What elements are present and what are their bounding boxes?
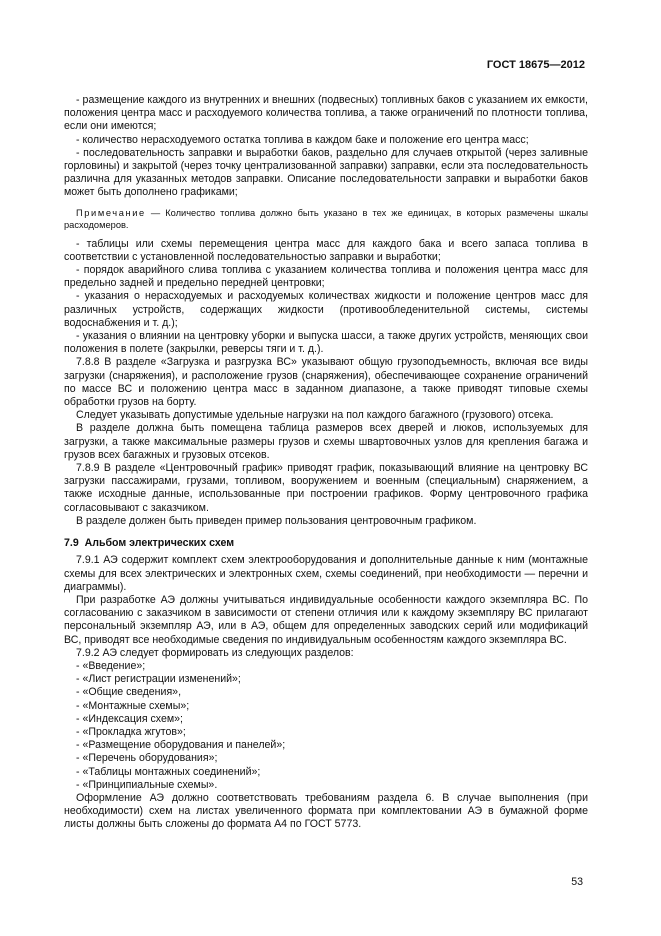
section-number: 7.9 xyxy=(64,537,79,550)
list-item: - «Прокладка жгутов»; xyxy=(76,725,186,738)
note-text: — Количество топлива должно быть указано в тех же единицах, в которых размечены шкалы расходомеров. xyxy=(64,207,588,231)
list-item: - «Индексация схем»; xyxy=(76,712,183,725)
paragraph: - порядок аварийного слива топлива с указанием количества топлива и положения центра масс для предельно задней и предельно передней центровки; xyxy=(64,264,588,290)
list-item: - «Размещение оборудования и панелей»; xyxy=(76,739,286,752)
paragraph: - указания о нерасходуемых и расходуемых количествах жидкости и положение центров масс для различных устройств, содержащих жидкости (противообледенительной системы, системы водоснабжения и т. д.); xyxy=(64,290,588,329)
page-number: 53 xyxy=(571,876,583,888)
paragraph: 7.9.2 АЭ следует формировать из следующих разделов: xyxy=(76,646,354,659)
paragraph: 7.9.1 АЭ содержит комплект схем электрооборудования и дополнительные данные к ним (монтажные схемы для всех электрических и электронных схем, схемы соединений, при необходимости — перечни и диаграммы). xyxy=(64,554,588,593)
note xyxy=(64,207,588,232)
section-heading xyxy=(64,537,588,550)
paragraph: - размещение каждого из внутренних и внешних (подвесных) топливных баков с указанием их емкости, положения центра масс и расходуемого количества топлива, а также ограничений по плотности топлива, если они имеются; xyxy=(64,94,588,133)
paragraph: - указания о влиянии на центровку уборки и выпуска шасси, а также других устройств, меняющих свои положения в полете (закрылки, реверсы тяги и т. д.). xyxy=(64,330,588,356)
list-item: - «Лист регистрации изменений»; xyxy=(76,673,241,686)
paragraph: Оформление АЭ должно соответствовать требованиям раздела 6. В случае выполнения (при необходимости) схем на листах увеличенного формата при комплектовании АЭ в бумажной форме листы должны быть сложены до формата А4 по ГОСТ 5773. xyxy=(64,791,588,831)
page-body xyxy=(64,94,588,832)
document-code: ГОСТ 18675—2012 xyxy=(486,59,585,71)
paragraph: Следует указывать допустимые удельные нагрузки на пол каждого багажного (грузового) отсека. xyxy=(76,409,554,422)
list-item: - «Общие сведения», xyxy=(76,686,182,699)
paragraph: 7.8.8 В разделе «Загрузка и разгрузка ВС» указывают общую грузоподъемность, включая все виды загрузки (снаряжения), и расположение грузов (снаряжения), обеспечивающее сохранение ограничений по массе ВС и положению центра масс в заданном диапазоне, а также приводят типовые схемы обработки грузов на борту. xyxy=(64,356,588,409)
paragraph: При разработке АЭ должны учитываться индивидуальные особенности каждого экземпляра ВС. По согласованию с заказчиком в зависимости от степени отличия или к каждому экземпляру ВС прилагают персональный экземпляр АЭ, или в АЭ, общем для определенных заводских серий или модификаций ВС, приводят все необходимые сведения по индивидуальным особенностям каждого экземпляра ВС. xyxy=(64,593,588,646)
paragraph: - количество нерасходуемого остатка топлива в каждом баке и положение его центра масс; xyxy=(76,133,529,146)
paragraph: 7.8.9 В разделе «Центровочный график» приводят график, показывающий влияние на центровку ВС загрузки пассажирами, грузами, топливом, вооружением и военным (специальным) снаряжением, а также исходные данные, использованные при построении графиков. Форму центровочного графика согласовывают с заказчиком. xyxy=(64,462,588,514)
paragraph: В разделе должен быть приведен пример пользования центровочным графиком. xyxy=(76,514,477,527)
list-item: - «Монтажные схемы»; xyxy=(76,699,190,712)
paragraph: - таблицы или схемы перемещения центра масс для каждого бака и всего запаса топлива в соответствии с установленной последовательностью заправки и выработки; xyxy=(64,237,588,263)
paragraph: - последовательность заправки и выработки баков, раздельно для случаев открытой (через заливные горловины) и закрытой (через точку централизованной заправки) заправки, если эта последовательность различна для указанных методов заправки. Описание последовательности заправки и выработки баков может быть дополнено графиками; xyxy=(64,146,588,199)
note-label: Примечание xyxy=(76,207,146,218)
list-item: - «Таблицы монтажных соединений»; xyxy=(76,765,261,778)
list-item: - «Принципиальные схемы». xyxy=(76,778,218,791)
list-item: - «Введение»; xyxy=(76,659,146,672)
section-title: Альбом электрических схем xyxy=(84,537,235,550)
paragraph: В разделе должна быть помещена таблица размеров всех дверей и люков, используемых для загрузки, а также максимальные размеры грузов и схемы швартовочных узлов для крепления багажа и грузов всех багажных и грузовых отсеков. xyxy=(64,422,588,461)
list-item: - «Перечень оборудования»; xyxy=(76,752,218,765)
